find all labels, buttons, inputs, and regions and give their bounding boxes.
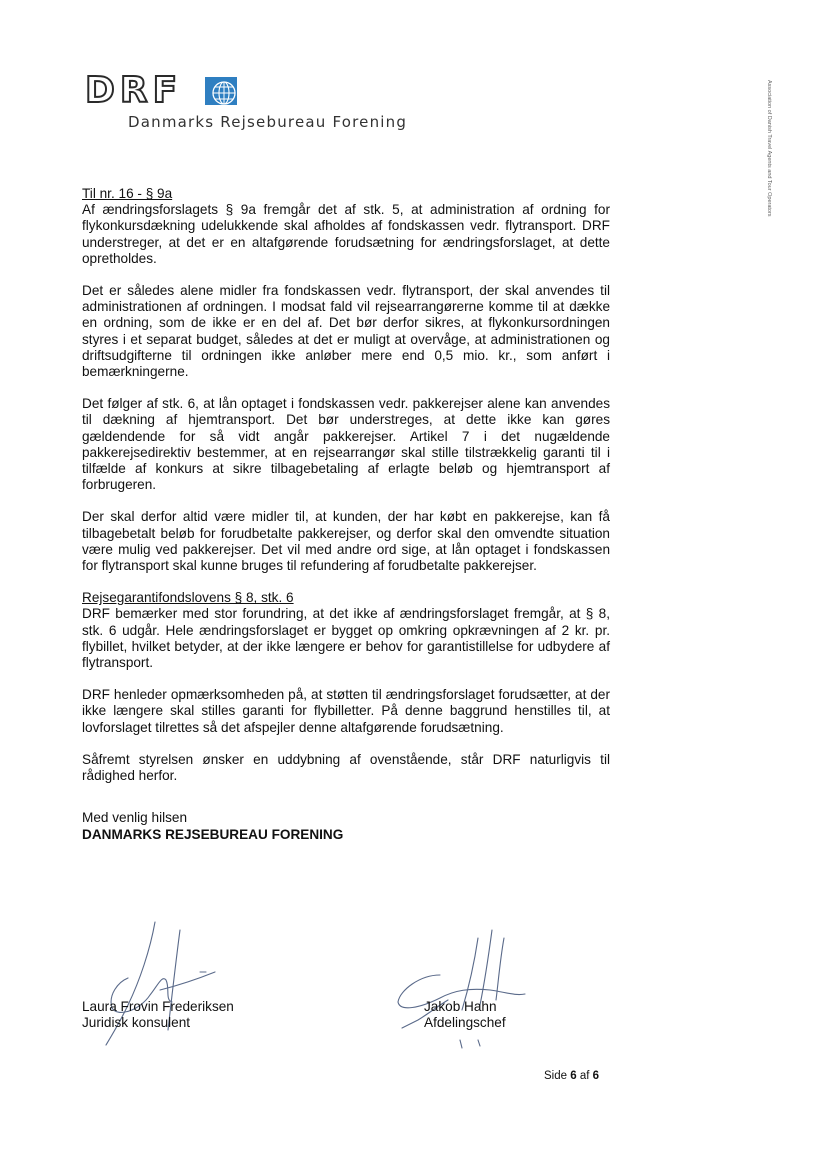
logo-letters: DRF	[85, 70, 183, 111]
letter-body	[82, 186, 610, 843]
signatory-laura	[82, 999, 234, 1031]
section-1-para-1: Til nr. 16 - § 9a Af ændringsforslagets § 9a fremgår det af stk. 5, at administration af ordning for flykonkursdækning udelukkende skal afholdes af fondskassen vedr. flytransport. DRF understreger, at det er en altafgørende forudsætning for ændringsforslaget, at dette opretholdes.	[82, 186, 610, 266]
section-2-para-3: Såfremt styrelsen ønsker en uddybning af ovenstående, står DRF naturligvis til rådighed herfor.	[82, 751, 610, 784]
section-1-para-4: Der skal derfor altid være midler til, at kunden, der har købt en pakkerejse, kan få tilbagebetalt beløb for forudbetalte pakkerejser, og derfor skal den omvendte situation være mulig ved pakkerejser. Det vil med andre ord sige, at lån optaget i fondskassen for flytransport skal kunne bruges til refundering af forudbetalte pakkerejser.	[82, 509, 610, 574]
section-heading-9a: Til nr. 16 - § 9a	[82, 186, 173, 201]
section-2-para-2: DRF henleder opmærksomheden på, at støtten til ændringsforslaget forudsætter, at der ikke længere skal stilles garanti for flybilletter. På denne baggrund henstilles til, at lovforslaget tilrettes så det afspejler denne altafgørende forudsætning.	[82, 687, 610, 735]
signatory-name: Laura Frovin Frederiksen	[82, 999, 234, 1014]
closing-organization: DANMARKS REJSEBUREAU FORENING	[82, 826, 344, 842]
signatory-jakob	[424, 999, 506, 1031]
side-tagline: Association of Danish Travel Agents and Tour Operators	[766, 80, 772, 217]
section-heading-8-stk6: Rejsegarantifondslovens § 8, stk. 6	[82, 590, 294, 606]
section-1-para-3: Det følger af stk. 6, at lån optaget i fondskassen vedr. pakkerejser alene kan anvendes til dækning af hjemtransport. Det bør understreges, at dette ikke kan gøres gældendende for så vidt angår pakkerejser. Artikel 7 i det nugældende pakkerejsedirektiv bestemmer, at en rejsearrangør skal stille tilstrækkelig garanti til i tilfælde af konkurs at sikre tilbagebetaling af erlagte beløb og hjemtransport af forbrugeren.	[82, 396, 610, 493]
closing-greeting: Med venlig hilsen	[82, 810, 188, 826]
drf-logo	[85, 70, 425, 135]
section-1-para-2: Det er således alene midler fra fondskassen vedr. flytransport, der skal anvendes til administrationen af ordningen. I modsat fald vil rejsearrangørerne komme til at dække en ordning, som de ikke er en del af. Det bør derfor sikres, at flykonkursordningen styres i et separat budget, således at det er muligt at overvåge, at administrationen og driftsudgifterne til ordningen ikke anløber mere end 0,5 mio. kr., som anført i bemærkningerne.	[82, 283, 610, 380]
closing-block	[82, 810, 610, 842]
section-2-para-1: Rejsegarantifondslovens § 8, stk. 6 DRF bemærker med stor forundring, at det ikke af ændringsforslaget fremgår, at § 8, stk. 6 udgår. Hele ændringsforslaget er bygget op omkring opkrævningen af 2 kr. pr. flybillet, hvilket betyder, at der ikke længere er behov for garantistillelse for udbydere af flytransport.	[82, 590, 610, 671]
signatory-title: Juridisk konsulent	[82, 1015, 191, 1031]
page-number: Side 6 af 6	[544, 1070, 600, 1082]
logo-organization-name: Danmarks Rejsebureau Forening	[128, 113, 408, 131]
signatory-name: Jakob Hahn	[424, 999, 497, 1014]
globe-icon	[205, 77, 237, 105]
signatory-title: Afdelingschef	[424, 1015, 506, 1031]
